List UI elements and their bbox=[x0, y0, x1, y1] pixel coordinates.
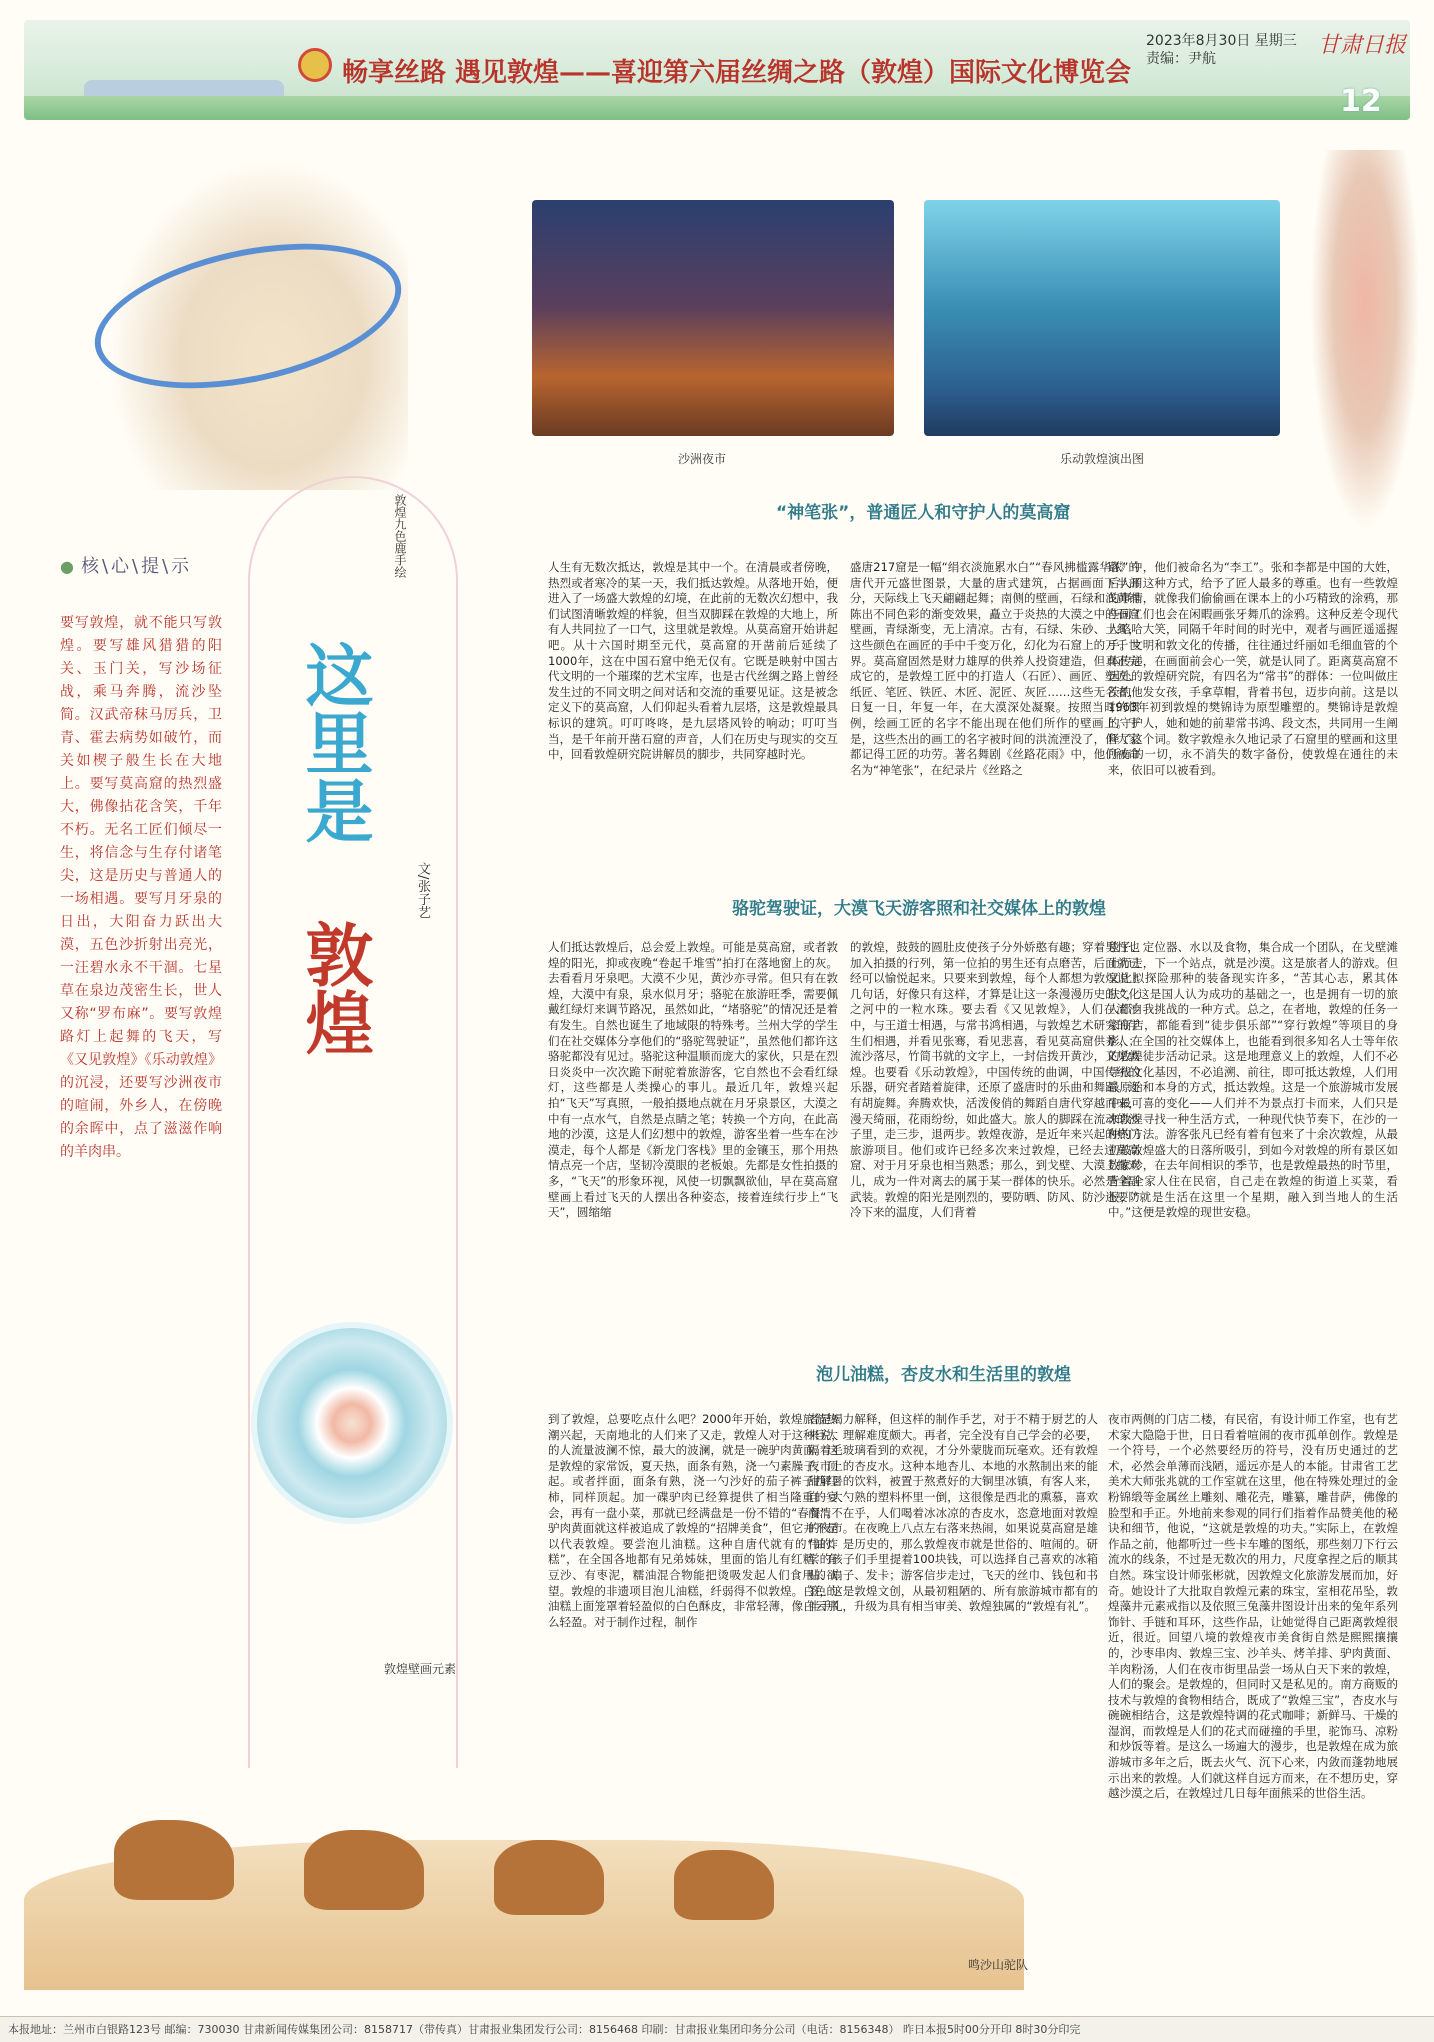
banner-title: 畅享丝路 遇见敦煌——喜迎第六届丝绸之路（敦煌）国际文化博览会 bbox=[342, 58, 1132, 88]
section1-col1: 人生有无数次抵达，敦煌是其中一个。在清晨或者傍晚，热烈或者寒冷的某一天，我们抵达敦煌。从落地开始，便进入了一场盛大敦煌的幻境，在此前的无数次幻想中，我们试图清晰敦煌的样貌，但当双脚踩在敦煌的大地上，所有人共同拉了一口气，这里就是敦煌。从莫高窟开始讲起吧。从十六国时期至元代，莫高窟的开凿前后延续了1000年，这在中国石窟中绝无仅有。它既是映射中国古代文明的一个璀璨的艺术宝库，也是古代丝绸之路上曾经发生过的不同文明之间对话和交流的重要见证。这是被念定义下的莫高窟，人们仰起头看着九层塔，这是敦煌最具标识的建筑。叮叮咚咚，是九层塔风铃的响动；叮叮当当，是千年前开凿石窟的声音，人们在历史与现实的交互中，回看敦煌研究院讲解员的脚步，共同穿越时光。 bbox=[548, 560, 838, 762]
footer-imprint: 本报地址：兰州市白银路123号 邮编：730030 甘肃新闻传媒集团公司：8158717（带传真）甘肃报业集团发行公司：8156468 印刷：甘肃报业集团印务分公司（电话：8156348） 昨日本报5时00分开印 8时30分印完 bbox=[0, 2016, 1434, 2042]
key-points-text: 要写敦煌，就不能只写敦煌。要写雄风猎猎的阳关、玉门关，写沙场征战，乘马奔腾，流沙坠简。汉武帝秣马厉兵，卫青、霍去病势如破竹，而关如楔子般生长在大地上。要写莫高窟的热烈盛大，佛像拈花含笑，千年不朽。无名工匠们倾尽一生，将信念与生存付诸笔尖，这是历史与普通人的一场相遇。要写月牙泉的日出，大阳奋力跃出大漠，五色沙折射出亮光，一汪碧水永不干涸。七星草在泉边茂密生长，世人又称“罗布麻”。要写敦煌路灯上起舞的飞天，写《又见敦煌》《乐动敦煌》的沉浸，还要写沙洲夜市的喧闹，外乡人，在傍晚的余晖中，点了滋滋作响的羊肉串。 bbox=[60, 615, 222, 1160]
page-editor: 责编：尹航 bbox=[1146, 51, 1216, 67]
photo-dunhuang-show bbox=[924, 200, 1280, 436]
newspaper-masthead: 甘肃日报 bbox=[1318, 33, 1407, 58]
camel-caption: 鸣沙山驼队 bbox=[968, 1958, 1029, 1972]
issue-meta bbox=[1146, 32, 1297, 68]
mandala-caption: 敦煌壁画元素 bbox=[384, 1662, 457, 1676]
key-points-label: 核\心\提\示 bbox=[80, 556, 193, 577]
headline-line2: 敦煌 bbox=[294, 920, 374, 1056]
section1-col3: 路》中，他们被命名为“李工”。张和李都是中国的大姓，后人用这种方式，给予了匠人最多的尊重。也有一些敦煌的事情，就像我们偷偷画在课本上的小巧精致的涂鸦，那些画工们也会在闲暇画张牙舞爪的涂鸦。这种反差令现代人略哈大笑，同隔千年时间的时光中，观者与画匠遥遥握手。文明和敦文化的传播，往往通过纤丽如毛细血管的个体传递，在画面前会心一笑，就是认同了。距离莫高窟不远处的敦煌研究院，有四名为“常书”的群体：一位叫做庄茨的他发女孩，手拿草帽，背着书包，迈步向前。这是以1963年初到敦煌的樊锦诗为原型雕塑的。樊锦诗是敦煌的守护人，她和她的前辈常书鸿、段文杰，共同用一生阐释了这个词。数字敦煌永久地记录了石窟里的壁画和这里所有的一切，永不消失的数字备份，使敦煌在通往的未来，依旧可以被看到。 bbox=[1108, 560, 1398, 777]
page-number: 12 bbox=[1340, 84, 1382, 119]
section3-heading: 泡儿油糕，杏皮水和生活里的敦煌 bbox=[816, 1365, 1071, 1385]
camel-figure bbox=[114, 1820, 234, 1900]
mandala-illustration bbox=[257, 1328, 447, 1518]
photo-caption-left: 沙洲夜市 bbox=[678, 452, 727, 466]
camel-figure bbox=[674, 1850, 774, 1920]
photo-caption-right: 乐动敦煌演出图 bbox=[1060, 452, 1145, 466]
section2-col1: 人们抵达敦煌后，总会爱上敦煌。可能是莫高窟，或者敦煌的阳光，抑或夜晚“卷起千堆雪”拍打在落地窗上的灰。去看看月牙泉吧。大漠不少见，黄沙亦寻常。但只有在敦煌，大漠中有泉，泉水似月牙；骆驼在旅游旺季，需要佩戴红绿灯来调节路况，虽然如此，“堵骆驼”的情况还是着有发生。自然也诞生了地域限的特殊考。兰州大学的学生们在社交媒体分享他们的“骆驼驾驶证”，虽然他们都许这骆驼都没有见过。骆驼这种温顺而庞大的家伙，只是在烈日炎炎中一次次跪下耐驼着旅游客，它自然也不会看红绿灯，这些都是人类操心的事儿。最近几年，敦煌兴起拍“飞天”写真照，一般拍摄地点就在月牙泉景区，大漠之中有一点水气，自然是点睛之笔；转换一个方向，在此高地的沙漠，这是人们幻想中的敦煌，游客坐着一些车在沙漠走，每个人都是《新龙门客栈》里的金镶玉，那个用热情点亮一个店，坚韧冷漠眼的老板娘。先都是女性拍摄的多，“飞天”的形象环视，风使一切飘飘欲仙，早在莫高窟壁画上看过飞天的人摆出各种姿态，接着连续行步上“飞天”，圆缩缩 bbox=[548, 940, 838, 1220]
key-points-heading bbox=[60, 552, 192, 578]
headline-line1: 这里是 bbox=[294, 640, 374, 844]
camel-figure bbox=[494, 1840, 604, 1915]
hills-decoration bbox=[24, 96, 1410, 120]
section2-col3: 毯子、定位器、水以及食物，集合成一个团队，在戈壁滩上行走，下一个站点，就是沙漠。这是旅者人的游戏。但又比拟探险那种的装备现实许多，“苦其心志，累其体肤”，这是国人认为成功的基础之一，也是拥有一切的旅人都自我挑战的一种方式。总之，在者地，敦煌的任务一家商店，都能看到“徒步俱乐部”“穿行敦煌”等项目的身影，在全国的社交媒体上，也能看到很多知名人士等年依的敦煌徒步活动记录。这是地理意义上的敦煌，人们不必寻找文化基因，不必追溯、前往，即可抵达敦煌，人们用最原始和本身的方式，抵达敦煌。这是一个旅游城市发展中最可喜的变化——人们并不为景点打卡而来，人们只是来敦煌寻找一种生活方式，一种现代快节奏下，在沙的一种的方法。游客张凡已经有着有包来了十余次敦煌，从最初被敦煌盛大的日落所吸引，到如今对敦煌的所有景区如数家珍，在去年间相识的季节，也是敦煌最热的时节里，背着全家人住在民宿，自己走在敦煌的街道上买菜，看报，“就是生活在这里一个星期，融入到当地人的生活中。”这便是敦煌的现世安稳。 bbox=[1108, 940, 1398, 1220]
byline: 文/张子艺 bbox=[415, 862, 430, 919]
expo-logo-icon bbox=[298, 48, 332, 82]
bullet-dot-icon: ● bbox=[60, 557, 77, 576]
issue-date: 2023年8月30日 星期三 bbox=[1146, 33, 1297, 49]
section3-col2: 者是竭力解释，但这样的制作手艺，对于不精于厨艺的人来说，理解难度颇大。再者，完全没有自己学会的必要，隔着毛玻璃看到的欢视，才分外蒙胧而玩毫欢。还有敦煌夜市上的杏皮水。这种本地杏儿、本地的水熬制出来的能甜解暑的饮料，被置于熬煮好的大铜里冰镇，有客人来，自一大勺熟的塑料杯里一倒，这很像是西北的熏慕，喜欢而清不在乎，人们喝着冰冰凉的杏皮水，恣意地面对敦煌的夜市。在夜晚上八点左右落来热闹，如果说莫高窟是雄伟的、是历史的，那么敦煌夜市就是世俗的、喧闹的。研学的孩子们手里提着100块钱，可以选择自己喜欢的冰箱贴、扇子、发卡；游客信步走过，飞天的丝巾、钱包和书签，这是敦煌文创，从最初粗陋的、所有旅游城市都有的伴手礼，升级为具有相当审美、敦煌独属的“敦煌有礼”。 bbox=[808, 1412, 1098, 1614]
section2-col2: 的敦煌，鼓鼓的圆肚皮使孩子分外娇憨有趣；穿着男性也加入拍摄的行列，第一位拍的男生还有点磨苦，后面就已经可以愉悦起来。只要来到敦煌，每个人都想为敦煌说上几句话，好像只有这样，才算是让这一条漫漫历史的文化之河中的一粒水珠。要去看《又见敦煌》，人们在流沙中，与王道士相遇，与常书鸿相遇，与敦煌艺术研究的学生们相遇，并看见张骞，看见悲喜，看见莫高窟供养人；流沙落尽，竹简书就的文字上，一封信拨开黄沙，又见敦煌。也要看《乐动敦煌》，中国传统的曲调，中国传统的乐器，研究者踏着旋律，还原了盛唐时的乐曲和舞蹈。还有胡旋舞。奔腾欢快，活泼俊俏的舞蹈自唐代穿越而来，漫天绮丽，花雨纷纷，如此盛大。旅人的脚踩在流动的沙子里，走三步，退两步。敦煌夜游，是近年来兴起的热门旅游项目。他们或许已经多次来过敦煌，已经去过莫高窟、对于月牙泉也相当熟悉；那么，到戈壁、大漠上撒欢儿，成为一件对离去的属于某一群体的快乐。必然是全副武装。敦煌的阳光是刚烈的，要防晒、防风、防沙还要防冷下来的温度，人们背着 bbox=[850, 940, 1140, 1220]
deer-caption: 敦煌九色鹿手绘 bbox=[393, 494, 407, 578]
section3-col1: 到了敦煌，总要吃点什么吧？2000年开始，敦煌旅游热潮兴起，天南地北的人们来了又走，敦煌人对于这种巨大的人流量波澜不惊，最大的波澜，就是一碗驴肉黄面。这是敦煌的家常饭，夏天热，面条有熟，浇一勺素臊子，顶起。或者拌面，面条有熟，浇一勺沙好的茄子裤子西红柿，同样顶起。加一碟驴肉已经算提供了相当隆重的宴会，再有一盘小菜，那就已经满盘是一份不错的“春餐”。驴肉黄面就这样被追成了敦煌的“招牌美食”，但它并不是以代表敦煌。要尝泡儿油糕。这种自唐代就有的“油炸糕”，在全国各地都有兄弟姊妹，里面的馅儿有红糖、有豆沙、有枣泥，糯油混合物能把烫吸发起人们食用的欲望。敦煌的非遗项目泡儿油糕，纤弱得不似敦煌。白色的油糕上面笼罩着轻盈似的白色酥皮，非常轻薄，像白云那么轻盈。对于制作过程，制作 bbox=[548, 1412, 838, 1629]
flying-apsara-illustration bbox=[1310, 150, 1420, 530]
section3-col3: 夜市两侧的门店二楼，有民宿，有设计师工作室，也有艺术家大隐隐于世，日日看着喧闹的夜市孤单创作。敦煌是一个符号，一个必然要经历的符号，没有历史通过的艺术，必然会单薄而浅陋，遥远亦是人的本能。甘肃省工艺美术大师张兆就的工作室就在这里，他在特殊处理过的金粉锦缎等金属丝上雕刻、雕花壳，雕纂，雕昔萨，佛像的脸型和手正。外地前来参观的同行们指着作品赞美他的秘诀和细节，他说，“这就是敦煌的功夫。”实际上，在敦煌作品之前，他都听过一些卡车雕的图纸，那些刻刀下行云流水的线条，不过是无数次的用力，尺度拿捏之后的顺其自然。珠宝设计师张彬就，因敦煌文化旅游发展而加，好奇。她设计了大批取自敦煌元素的珠宝，室相花吊坠，敦煌藻井元素戒指以及依照三兔藻井图设计出来的兔年系列饰针、手链和耳环，这些作品，让她觉得自己距离敦煌很近，很近。回望八境的敦煌夜市美食街自然是熙熙攘攘的，沙枣串肉、敦煌三宝、沙羊头、烤羊排、驴肉黄面、羊肉粉汤，人们在夜市街里品尝一场从白天下来的敦煌，人们的聚会。是敦煌的，但同时又是私见的。南方商贩的技术与敦煌的食物相结合，既成了“敦煌三宝”，杏皮水与碗碗相结合，这是敦煌特调的花式咖啡；新鲜马、干燥的湿润，而敦煌是人们的花式而碰撞的手里，驼饰马、凉粉和炒饭等着。是这么一场遍大的漫步，也是敦煌在成为旅游城市多年之后，既去火气、沉下心来，内敛而蓬勃地展示出来的敦煌。人们就这样自远方而来，在不想历史，穿越沙漠之后，在敦煌过几日每年面熊采的世俗生活。 bbox=[1108, 1412, 1398, 1801]
camel-caravan-illustration bbox=[24, 1680, 1024, 1990]
section1-col2: 盛唐217窟是一幅“绢衣淡施累水白”“春风拂槛露华浓”的唐代开元盛世图景，大量的唐式建筑，占据画面下半部分，天际线上飞天翩翩起舞；南侧的壁画，石绿和浅黄铺陈出不同色彩的渐变效果，矗立于炎热的大漠之中的石窟壁画，青绿渐变，无上清凉。古有，石绿、朱砂、土红，这些颜色在画匠的手中千变万化，幻化为石窟上的万千世界。莫高窟固然是财力雄厚的供养人投资建造，但真正完成它的，是敦煌工匠中的打造人（石匠）、画匠、塑匠、纸匠、笔匠、铁匠、木匠、泥匠、灰匠……这些无名者，日复一日，年复一年，在大漠深处凝聚。按照当时的惯例，绘画工匠的名字不能出现在他们所作的壁画上。于是，这些杰出的画工的名字被时间的洪流湮没了，但大家都记得工匠的功劳。著名舞剧《丝路花雨》中，他们被命名为“神笔张”，在纪录片《丝路之 bbox=[850, 560, 1140, 777]
photo-shazhou-night-market bbox=[532, 200, 894, 436]
camel-figure bbox=[304, 1830, 424, 1910]
section1-heading: “神笔张”，普通匠人和守护人的莫高窟 bbox=[776, 503, 1071, 523]
section2-heading: 骆驼驾驶证，大漠飞天游客照和社交媒体上的敦煌 bbox=[732, 899, 1106, 919]
